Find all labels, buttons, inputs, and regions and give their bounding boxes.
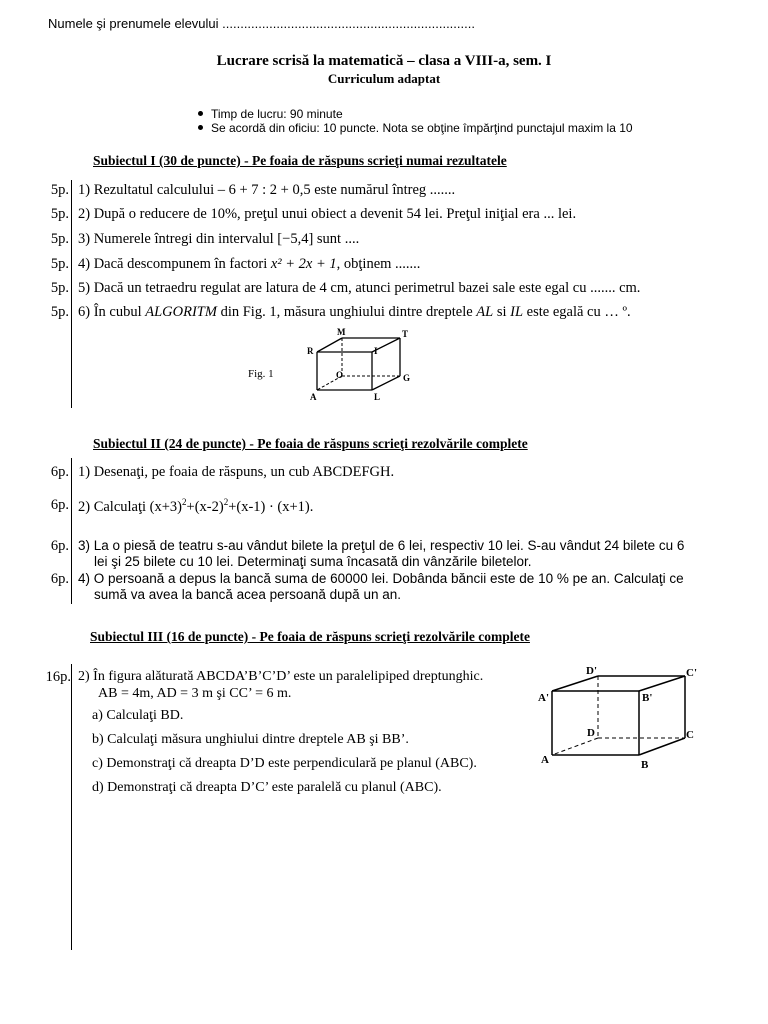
prism-edge <box>639 676 685 691</box>
section2-item-4-line1: 4) O persoană a depus la bancă suma de 60000 lei. Dobânda băncii este de 10 % pe an. Calculaţi ce <box>78 571 684 586</box>
item-points: 6p. <box>50 538 69 554</box>
vertex-label: O <box>336 370 344 380</box>
item-points: 5p. <box>50 206 69 222</box>
page-subtitle: Curriculum adaptat <box>327 71 441 86</box>
vertex-label: R <box>307 346 314 356</box>
vertex-label: A <box>310 392 317 402</box>
section2-item-2: 2) Calculaţi $(x+3)^2+(x-2)^2+(x-1) \cdot (x+1)$. <box>78 497 314 515</box>
section1-item-3: 3) Numerele întregi din intervalul [−5,4] sunt .... <box>78 231 360 247</box>
section2-item-1: 1) Desenaţi, pe foaia de răspuns, un cub ABCDEFGH. <box>78 464 395 480</box>
item-points: 6p. <box>50 464 69 480</box>
vertex-label: M <box>337 327 346 337</box>
vertex-label: L <box>374 392 381 402</box>
item-points: 5p. <box>50 280 69 296</box>
vertex-label: C <box>686 729 694 741</box>
instruction-item: Se acordă din oficiu: 10 puncte. Nota se obţine împărţind punctajul maxim la 10 <box>198 121 633 135</box>
prism-edge <box>639 738 685 755</box>
prism-edge <box>552 676 598 691</box>
instructions-list <box>198 107 633 135</box>
vertex-label: A' <box>538 692 549 704</box>
instruction-item: Timp de lucru: 90 minute <box>198 107 633 121</box>
section1-item-4: 4) Dacă descompunem în factori x² + 2x + 1, obţinem ....... <box>78 256 421 272</box>
section3-title: Subiectul III (16 de puncte) - Pe foaia de răspuns scrieţi rezolvările complete <box>90 629 530 644</box>
section1-item-6: 6) În cubul ALGORITM din Fig. 1, măsura unghiului dintre dreptele AL si IL este egală cu … º. <box>78 304 631 320</box>
cube-edge <box>317 338 342 352</box>
item-points: 6p. <box>50 571 69 587</box>
section3-intro-line2: AB = 4m, AD = 3 m şi CC’ = 6 m. <box>98 686 292 701</box>
vertex-label: I <box>374 346 378 356</box>
section3-sub-a: a) Calculaţi BD. <box>92 708 184 723</box>
item-points: 5p. <box>50 182 69 198</box>
page-title: Lucrare scrisă la matematică – clasa a VIII-a, sem. I <box>216 53 552 69</box>
vertex-label: G <box>403 373 411 383</box>
prism-hidden-edge <box>552 738 598 755</box>
vertex-label: A <box>541 754 549 766</box>
figure1-caption: Fig. 1 <box>248 368 274 380</box>
item-points: 5p. <box>50 304 69 320</box>
section2-title: Subiectul II (24 de puncte) - Pe foaia de răspuns scrieţi rezolvările complete <box>93 436 528 451</box>
item-points: 6p. <box>50 497 69 513</box>
vertex-label: D' <box>586 665 597 677</box>
bullet-icon <box>198 125 203 130</box>
vertex-label: B <box>641 759 649 771</box>
section3-sub-c: c) Demonstraţi că dreapta D’D este perpendiculară pe planul (ABC). <box>92 756 477 771</box>
item-points: 16p. <box>45 669 71 685</box>
section3-sub-b: b) Calculaţi măsura unghiului dintre dreptele AB şi BB’. <box>92 732 409 747</box>
section3-sub-d: d) Demonstraţi că dreapta D’C’ este paralelă cu planul (ABC). <box>92 780 442 795</box>
vertex-label: B' <box>642 692 653 704</box>
bullet-icon <box>198 111 203 116</box>
math-expression: x² + 2x + 1 <box>270 256 337 272</box>
section2-item-4-line2: sumă va avea la bancă acea persoană după un an. <box>94 587 401 602</box>
student-name-line: Numele şi prenumele elevului ...................................................................... <box>48 16 475 31</box>
section2-item-3-line1: 3) La o piesă de teatru s-au vândut bilete la preţul de 6 lei, respectiv 10 lei. S-au vândut 24 bilete cu 6 <box>78 538 685 553</box>
margin-line <box>71 180 72 408</box>
section3-intro-line1: 2) În figura alăturată ABCDA’B’C’D’ este un paralelipiped dreptunghic. <box>78 669 484 684</box>
vertex-label: D <box>587 727 595 739</box>
cube-figure <box>290 322 430 406</box>
section2-item-3-line2: lei şi 25 bilete cu 10 lei. Determinaţi suma încasată din vânzările biletelor. <box>94 554 532 569</box>
section1-item-1: 1) Rezultatul calculului – 6 + 7 : 2 + 0,5 este numărul întreg ....... <box>78 182 456 198</box>
margin-line <box>71 458 72 604</box>
vertex-label: C' <box>686 667 697 679</box>
parallelepiped-figure <box>534 664 704 772</box>
section1-title: Subiectul I (30 de puncte) - Pe foaia de răspuns scrieţi numai rezultatele <box>93 153 507 168</box>
item-points: 5p. <box>50 256 69 272</box>
cube-edge <box>372 376 400 390</box>
item-points: 5p. <box>50 231 69 247</box>
margin-line <box>71 664 72 950</box>
vertex-label: T <box>402 329 409 339</box>
section1-item-2: 2) După o reducere de 10%, preţul unui obiect a devenit 54 lei. Preţul iniţial era ... lei. <box>78 206 577 222</box>
section1-item-5: 5) Dacă un tetraedru regulat are latura de 4 cm, atunci perimetrul bazei sale este egal cu ....... cm. <box>78 280 641 296</box>
